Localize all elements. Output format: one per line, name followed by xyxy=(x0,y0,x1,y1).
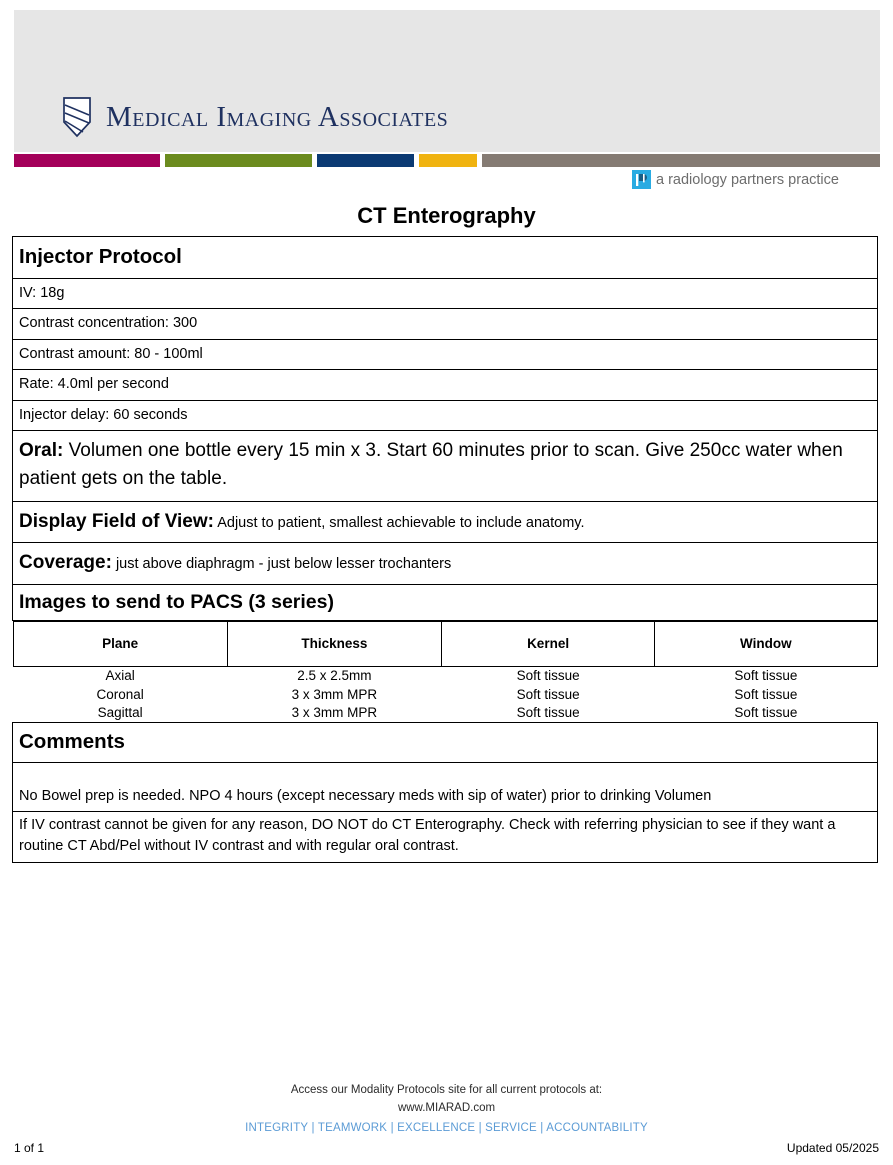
series-plane: Sagittal xyxy=(97,704,143,720)
dfov-text: Adjust to patient, smallest achievable to include anatomy. xyxy=(213,514,585,531)
injector-rate-value: Rate: 4.0ml per second xyxy=(13,370,878,401)
footer-center-block xyxy=(0,1082,893,1139)
series-table-cell xyxy=(13,621,878,723)
comment-text-2: If IV contrast cannot be given for any reason, DO NOT do CT Enterography. Check with referring physician to see if they want a routine CT Abd/Pel without IV contrast and with regular oral contrast. xyxy=(13,811,878,862)
images-heading-row xyxy=(13,584,878,620)
table-row xyxy=(13,667,877,686)
accent-color-bar xyxy=(0,154,893,167)
series-thickness: 3 x 3mm MPR xyxy=(291,686,378,702)
comments-heading-row xyxy=(13,723,878,763)
page-footer xyxy=(0,1082,893,1162)
footer-values-line: INTEGRITY | TEAMWORK | EXCELLENCE | SERVICE | ACCOUNTABILITY xyxy=(245,1121,648,1134)
series-kernel: Soft tissue xyxy=(516,704,580,720)
protocol-table xyxy=(12,236,878,863)
series-kernel: Soft tissue xyxy=(516,686,580,702)
series-thickness: 3 x 3mm MPR xyxy=(291,704,378,720)
comment-text-1: No Bowel prep is needed. NPO 4 hours (except necessary meds with sip of water) prior to drinking Volumen xyxy=(13,762,878,811)
series-col-thickness: Thickness xyxy=(227,622,441,667)
injector-protocol-heading: Injector Protocol xyxy=(13,237,878,279)
series-table-row xyxy=(13,621,878,723)
letterhead-banner xyxy=(14,10,880,152)
series-header-row xyxy=(13,622,877,667)
series-thickness: 2.5 x 2.5mm xyxy=(297,668,372,684)
dfov-label: Display Field of View: xyxy=(19,510,214,532)
series-plane: Coronal xyxy=(96,686,144,702)
comments-heading: Comments xyxy=(13,723,878,763)
injector-concentration-value: Contrast concentration: 300 xyxy=(13,309,878,340)
updated-date: Updated 05/2025 xyxy=(786,1141,879,1155)
accent-segment-4 xyxy=(419,154,477,167)
dfov-row xyxy=(13,501,878,543)
rp-logo-icon xyxy=(632,170,651,189)
accent-segment-2 xyxy=(165,154,312,167)
accent-segment-5 xyxy=(482,154,880,167)
radiology-partners-badge xyxy=(632,170,839,189)
oral-text: Volumen one bottle every 15 min x 3. Start 60 minutes prior to scan. Give 250cc water when patient gets on the table. xyxy=(19,440,843,490)
oral-label: Oral: xyxy=(19,440,64,462)
injector-row-delay xyxy=(13,400,878,431)
comments-row-2 xyxy=(13,811,878,862)
injector-iv-value: IV: 18g xyxy=(13,278,878,309)
series-plane: Axial xyxy=(105,668,135,684)
series-col-window: Window xyxy=(655,622,877,667)
oral-cell xyxy=(13,431,878,501)
coverage-row xyxy=(13,543,878,585)
comments-row-1 xyxy=(13,762,878,811)
dfov-cell xyxy=(13,501,878,543)
coverage-label: Coverage: xyxy=(19,552,112,574)
series-window: Soft tissue xyxy=(734,668,798,684)
injector-delay-value: Injector delay: 60 seconds xyxy=(13,400,878,431)
series-window: Soft tissue xyxy=(734,704,798,720)
table-row xyxy=(13,686,877,704)
injector-heading-row xyxy=(13,237,878,279)
coverage-cell xyxy=(13,543,878,585)
practice-logo xyxy=(62,96,448,138)
injector-row-iv xyxy=(13,278,878,309)
accent-segment-3 xyxy=(317,154,414,167)
table-row xyxy=(13,704,877,722)
injector-row-concentration xyxy=(13,309,878,340)
page-number: 1 of 1 xyxy=(14,1141,45,1155)
injector-amount-value: Contrast amount: 80 - 100ml xyxy=(13,339,878,370)
practice-name: Medical Imaging Associates xyxy=(106,100,449,133)
accent-segment-1 xyxy=(14,154,160,167)
footer-website: www.MIARAD.com xyxy=(397,1101,496,1114)
series-table xyxy=(13,621,878,722)
images-to-send-heading: Images to send to PACS (3 series) xyxy=(13,584,878,620)
injector-row-rate xyxy=(13,370,878,401)
series-col-plane: Plane xyxy=(13,622,227,667)
coverage-text: just above diaphragm - just below lesser trochanters xyxy=(111,556,452,573)
shield-icon xyxy=(62,96,92,138)
footer-access-line: Access our Modality Protocols site for all current protocols at: xyxy=(290,1084,603,1096)
series-window: Soft tissue xyxy=(734,686,798,702)
oral-row xyxy=(13,431,878,501)
injector-row-amount xyxy=(13,339,878,370)
page-title: CT Enterography xyxy=(357,203,536,228)
rp-badge-text: a radiology partners practice xyxy=(656,171,839,188)
series-kernel: Soft tissue xyxy=(516,668,580,684)
series-col-kernel: Kernel xyxy=(441,622,654,667)
